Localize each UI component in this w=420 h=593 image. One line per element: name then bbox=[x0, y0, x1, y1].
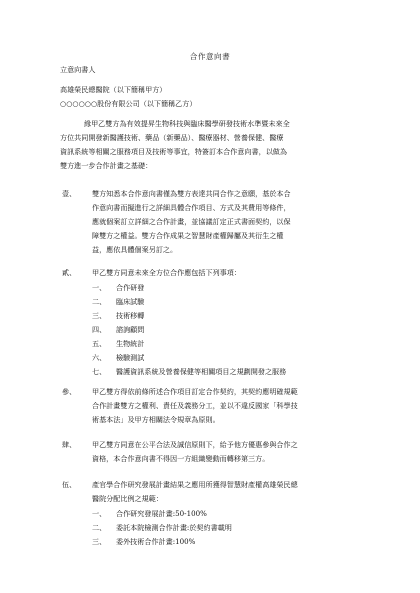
list-item-number: 五、 bbox=[92, 339, 107, 348]
party-a: 高雄榮民總醫院（以下簡稱甲方） bbox=[60, 85, 167, 94]
list-item: 委託本院檢測合作計畫:於契約書載明 bbox=[116, 523, 232, 532]
list-item: 諮詢顧問 bbox=[116, 325, 145, 334]
list-item-number: 三、 bbox=[92, 311, 107, 320]
intro-line: 方位共同開發新醫護技術、藥品（新藥品）、醫療器材、營養保健、醫療 bbox=[60, 133, 284, 142]
list-item: 委外技術合作計畫:100% bbox=[116, 537, 196, 546]
article-line: 雙方知悉本合作意向書僅為雙方表達共同合作之意願，基於本合 bbox=[92, 189, 291, 198]
article-line: 障雙方之權益。雙方合作成果之智慧財產權歸屬及其衍生之權 bbox=[92, 231, 284, 240]
list-item: 技術移轉 bbox=[116, 311, 145, 320]
party-heading: 立意向書人 bbox=[60, 65, 96, 74]
article-line: 甲乙雙方同意未來全方位合作應包括下列事項： bbox=[92, 268, 241, 277]
article-line: 甲乙雙方得依前條所述合作項目訂定合作契約，其契約應明確規範 bbox=[92, 387, 298, 396]
article-number: 貳、 bbox=[62, 268, 77, 277]
article-line: 作意向書而擬進行之詳細具體合作項目、方式及其費用等條件， bbox=[92, 203, 291, 212]
list-item: 合作研究發展計畫:50-100% bbox=[116, 509, 207, 518]
intro-line: 雙方進一步合作計畫之基礎： bbox=[60, 161, 153, 170]
list-item: 醫護資訊系統及營養保健等相關項目之規劃開發之服務 bbox=[116, 367, 287, 376]
article-number: 肆、 bbox=[62, 440, 77, 449]
intro-line: 緣甲乙雙方為有效提昇生物科技與臨床醫學研發技術水準暨未來全 bbox=[84, 119, 290, 128]
article-line: 應就個案訂立詳細之合作計畫，並協議訂定正式書面契約，以保 bbox=[92, 217, 291, 226]
article-line: 術基本法」及甲方相關法令規章為原則。 bbox=[92, 415, 220, 424]
article-line: 產官學合作研究發展計畫結果之應用所獲得智慧財產權高雄榮民總 bbox=[92, 480, 298, 489]
article-line: 甲乙雙方同意在公平合法及誠信原則下，給予他方優惠參與合作之 bbox=[92, 440, 298, 449]
article-line: 合作計畫雙方之權利、責任及義務分工，並以不違反國家「科學技 bbox=[92, 401, 298, 410]
list-item-number: 四、 bbox=[92, 325, 107, 334]
article-number: 壹、 bbox=[62, 189, 77, 198]
intro-line: 資訊系統等相關之服務項目及技術等事宜，特簽訂本合作意向書，以做為 bbox=[60, 147, 287, 156]
list-item-number: 六、 bbox=[92, 353, 107, 362]
list-item-number: 一、 bbox=[92, 283, 107, 292]
list-item-number: 三、 bbox=[92, 537, 107, 546]
list-item-number: 二、 bbox=[92, 523, 107, 532]
list-item: 檢驗測試 bbox=[116, 353, 145, 362]
article-line: 資格，本合作意向書不得因一方組織變動而轉移第三方。 bbox=[92, 454, 270, 463]
list-item: 臨床試驗 bbox=[116, 297, 145, 306]
list-item: 生物統計 bbox=[116, 339, 145, 348]
list-item-number: 七、 bbox=[92, 367, 107, 376]
article-line: 醫院分配比例之規範： bbox=[92, 494, 163, 503]
article-line: 益，應依具體個案另訂之。 bbox=[92, 245, 178, 254]
article-number: 參、 bbox=[62, 387, 77, 396]
list-item-number: 二、 bbox=[92, 297, 107, 306]
list-item: 合作研發 bbox=[116, 283, 145, 292]
article-number: 伍、 bbox=[62, 480, 77, 489]
list-item-number: 一、 bbox=[92, 509, 107, 518]
document-title: 合作意向書 bbox=[189, 52, 231, 61]
party-b: ○○○○○○股份有限公司（以下簡稱乙方） bbox=[60, 99, 197, 108]
